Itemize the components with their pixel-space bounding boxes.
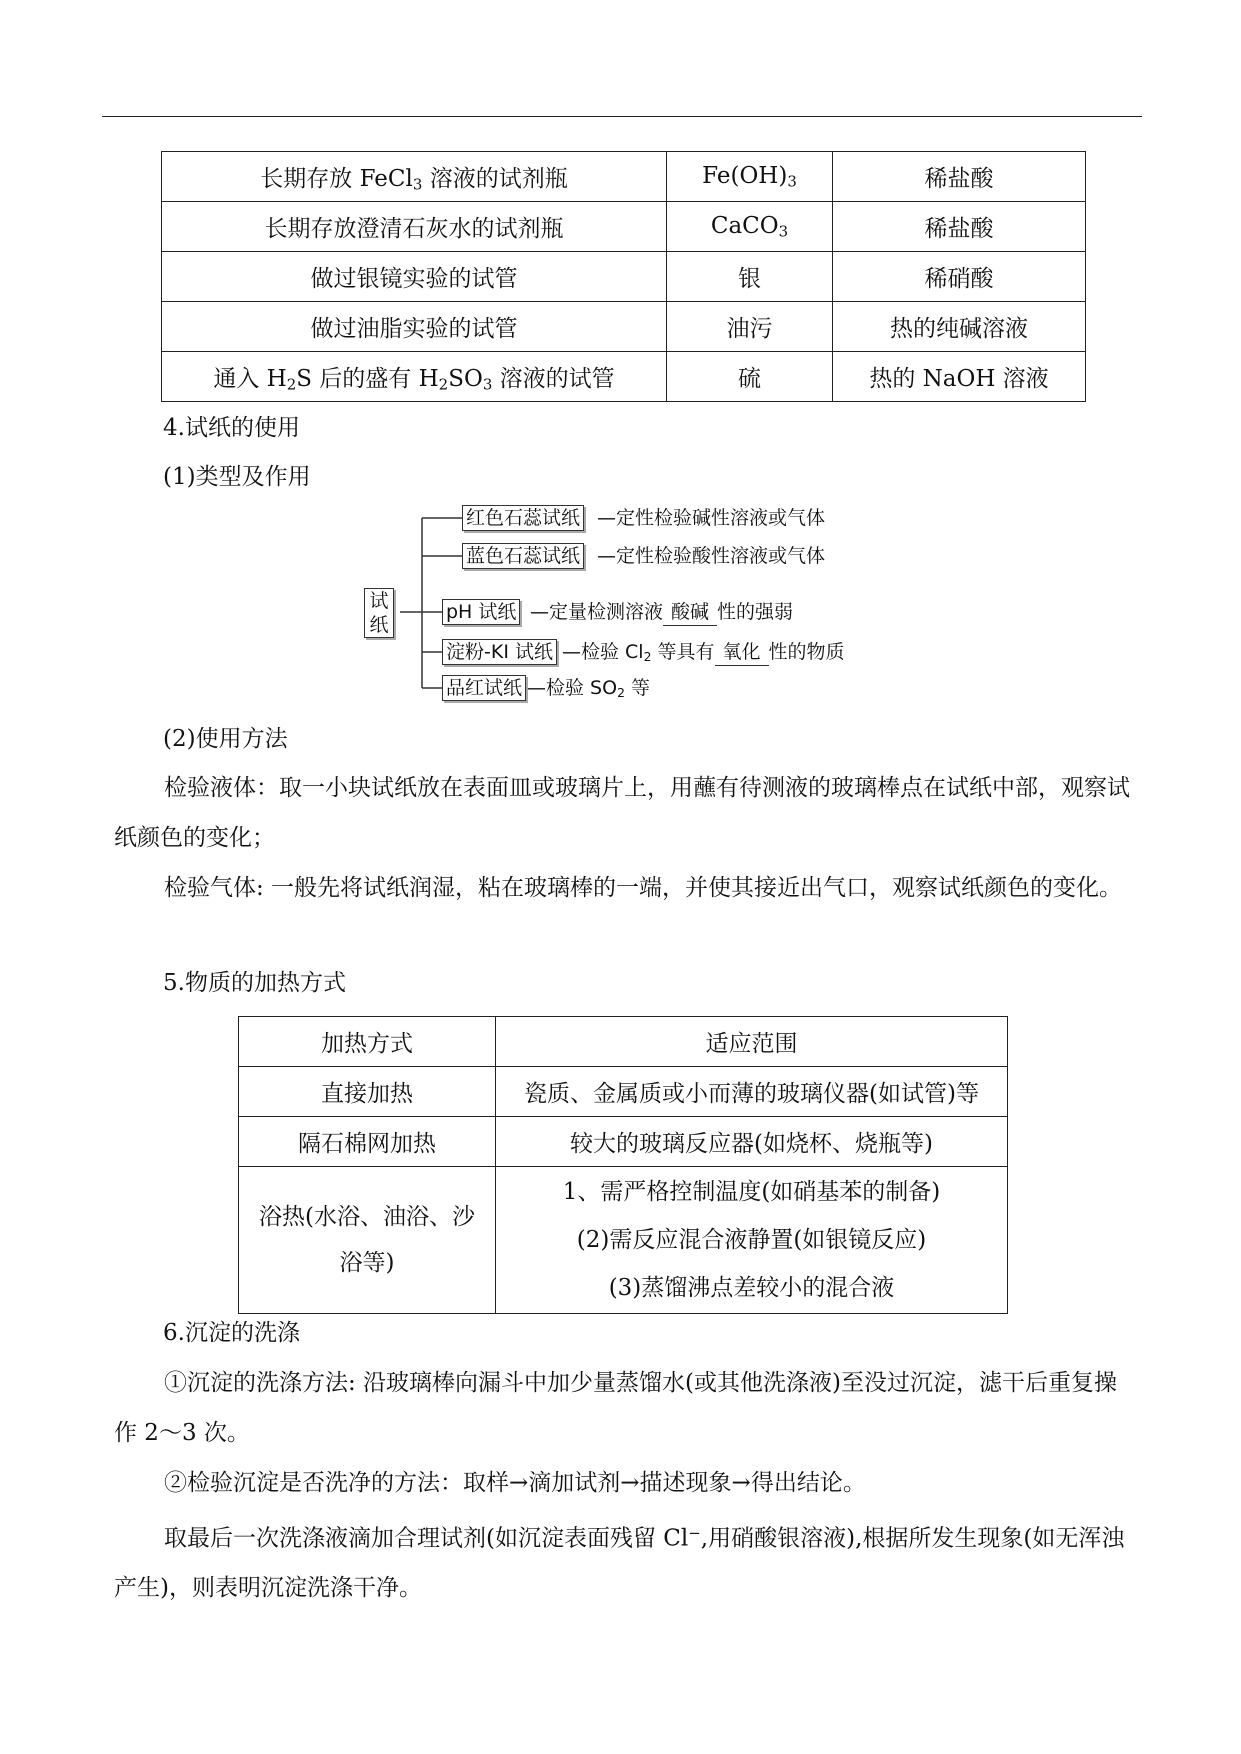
section-heading: 6.沉淀的洗涤 xyxy=(163,1320,300,1346)
table-cell: 通入 $H_2S$ 后的盛有 $H_2SO_3$ 溶液的试管 xyxy=(162,352,667,402)
cleaning-table xyxy=(161,151,1086,402)
table-row xyxy=(239,1117,1008,1167)
table-row xyxy=(162,352,1086,402)
table-row xyxy=(239,1017,1008,1067)
table-cell: 稀硝酸 xyxy=(833,252,1086,302)
paragraph-liquid: 检验液体：取一小块试纸放在表面皿或玻璃片上，用蘸有待测液的玻璃棒点在试纸中部，观察试纸颜色的变化； xyxy=(114,775,1130,851)
table-row xyxy=(162,302,1086,352)
paragraph-wash-method: ①沉淀的洗涤方法: 沿玻璃棒向漏斗中加少量蒸馏水(或其他洗涤液)至没过沉淀，滤干后重复操作 2～3 次。 xyxy=(114,1370,1118,1446)
table-cell: 做过银镜实验的试管 xyxy=(162,252,667,302)
subsection-heading: (1)类型及作用 xyxy=(163,464,311,490)
red-litmus-box: 红色石蕊试纸 xyxy=(462,505,584,531)
table-cell: 瓷质、金属质或小而薄的玻璃仪器(如试管)等 xyxy=(496,1067,1008,1117)
answer-blank: 酸碱 xyxy=(663,599,717,626)
table-row xyxy=(162,152,1086,202)
table-cell: 硫 xyxy=(667,352,833,402)
table-cell: 较大的玻璃反应器(如烧杯、烧瓶等) xyxy=(496,1117,1008,1167)
red-litmus-desc: —定性检验碱性溶液或气体 xyxy=(597,507,826,529)
table-cell: 热的 NaOH 溶液 xyxy=(833,352,1086,402)
table-cell: 浴热(水浴、油浴、沙浴等) xyxy=(239,1167,496,1314)
table-cell: 直接加热 xyxy=(239,1067,496,1117)
paragraph-wash-test: 取最后一次洗涤液滴加合理试剂(如沉淀表面残留 Cl−,用硝酸银溶液),根据所发生现象(如无浑浊产生)，则表明沉淀洗涤干净。 xyxy=(114,1524,1125,1602)
starch-ki-box: 淀粉-KI 试纸 xyxy=(442,639,557,665)
table-cell: 长期存放 FeCl$_3$ 溶液的试剂瓶 xyxy=(162,152,667,202)
blue-litmus-desc: —定性检验酸性溶液或气体 xyxy=(597,545,826,567)
section-heading: 4.试纸的使用 xyxy=(163,415,300,441)
table-cell: 隔石棉网加热 xyxy=(239,1117,496,1167)
table-cell: $Fe(OH)_3$ xyxy=(667,152,833,202)
diagram-root-box: 试纸 xyxy=(364,588,394,638)
table-cell: 长期存放澄清石灰水的试剂瓶 xyxy=(162,202,667,252)
table-row xyxy=(162,252,1086,302)
paragraph-wash-check: ②检验沉淀是否洗净的方法：取样→滴加试剂→描述现象→得出结论。 xyxy=(164,1470,866,1496)
table-header: 适应范围 xyxy=(496,1017,1008,1067)
table-cell: 做过油脂实验的试管 xyxy=(162,302,667,352)
table-cell: 稀盐酸 xyxy=(833,202,1086,252)
table-cell: 银 xyxy=(667,252,833,302)
answer-blank: 氧化 xyxy=(715,639,769,666)
section-heading: 5.物质的加热方式 xyxy=(163,970,346,996)
test-paper-diagram xyxy=(370,500,910,710)
table-row xyxy=(239,1067,1008,1117)
table-cell: 稀盐酸 xyxy=(833,152,1086,202)
table-row xyxy=(162,202,1086,252)
magenta-paper-box: 品红试纸 xyxy=(442,675,526,701)
table-cell: CaCO$_3$ xyxy=(667,202,833,252)
ph-paper-desc: —定量检测溶液 酸碱 性的强弱 xyxy=(530,599,793,626)
header-rule xyxy=(102,116,1142,117)
table-cell: 油污 xyxy=(667,302,833,352)
subsection-heading: (2)使用方法 xyxy=(163,726,288,752)
blue-litmus-box: 蓝色石蕊试纸 xyxy=(462,543,584,569)
table-cell: 1、需严格控制温度(如硝基苯的制备) (2)需反应混合液静置(如银镜反应) (3)蒸馏沸点差较小的混合液 xyxy=(496,1167,1008,1314)
ph-paper-box: pH 试纸 xyxy=(442,599,520,625)
table-cell: 热的纯碱溶液 xyxy=(833,302,1086,352)
paragraph-gas: 检验气体: 一般先将试纸润湿，粘在玻璃棒的一端，并使其接近出气口，观察试纸颜色的变化。 xyxy=(164,875,1123,901)
heating-table xyxy=(238,1016,1008,1314)
table-header: 加热方式 xyxy=(239,1017,496,1067)
magenta-paper-desc: —检验 $SO_2$ 等 xyxy=(527,677,650,701)
table-row xyxy=(239,1167,1008,1314)
starch-ki-desc: —检验 $Cl_2$ 等具有 氧化 性的物质 xyxy=(562,641,845,665)
